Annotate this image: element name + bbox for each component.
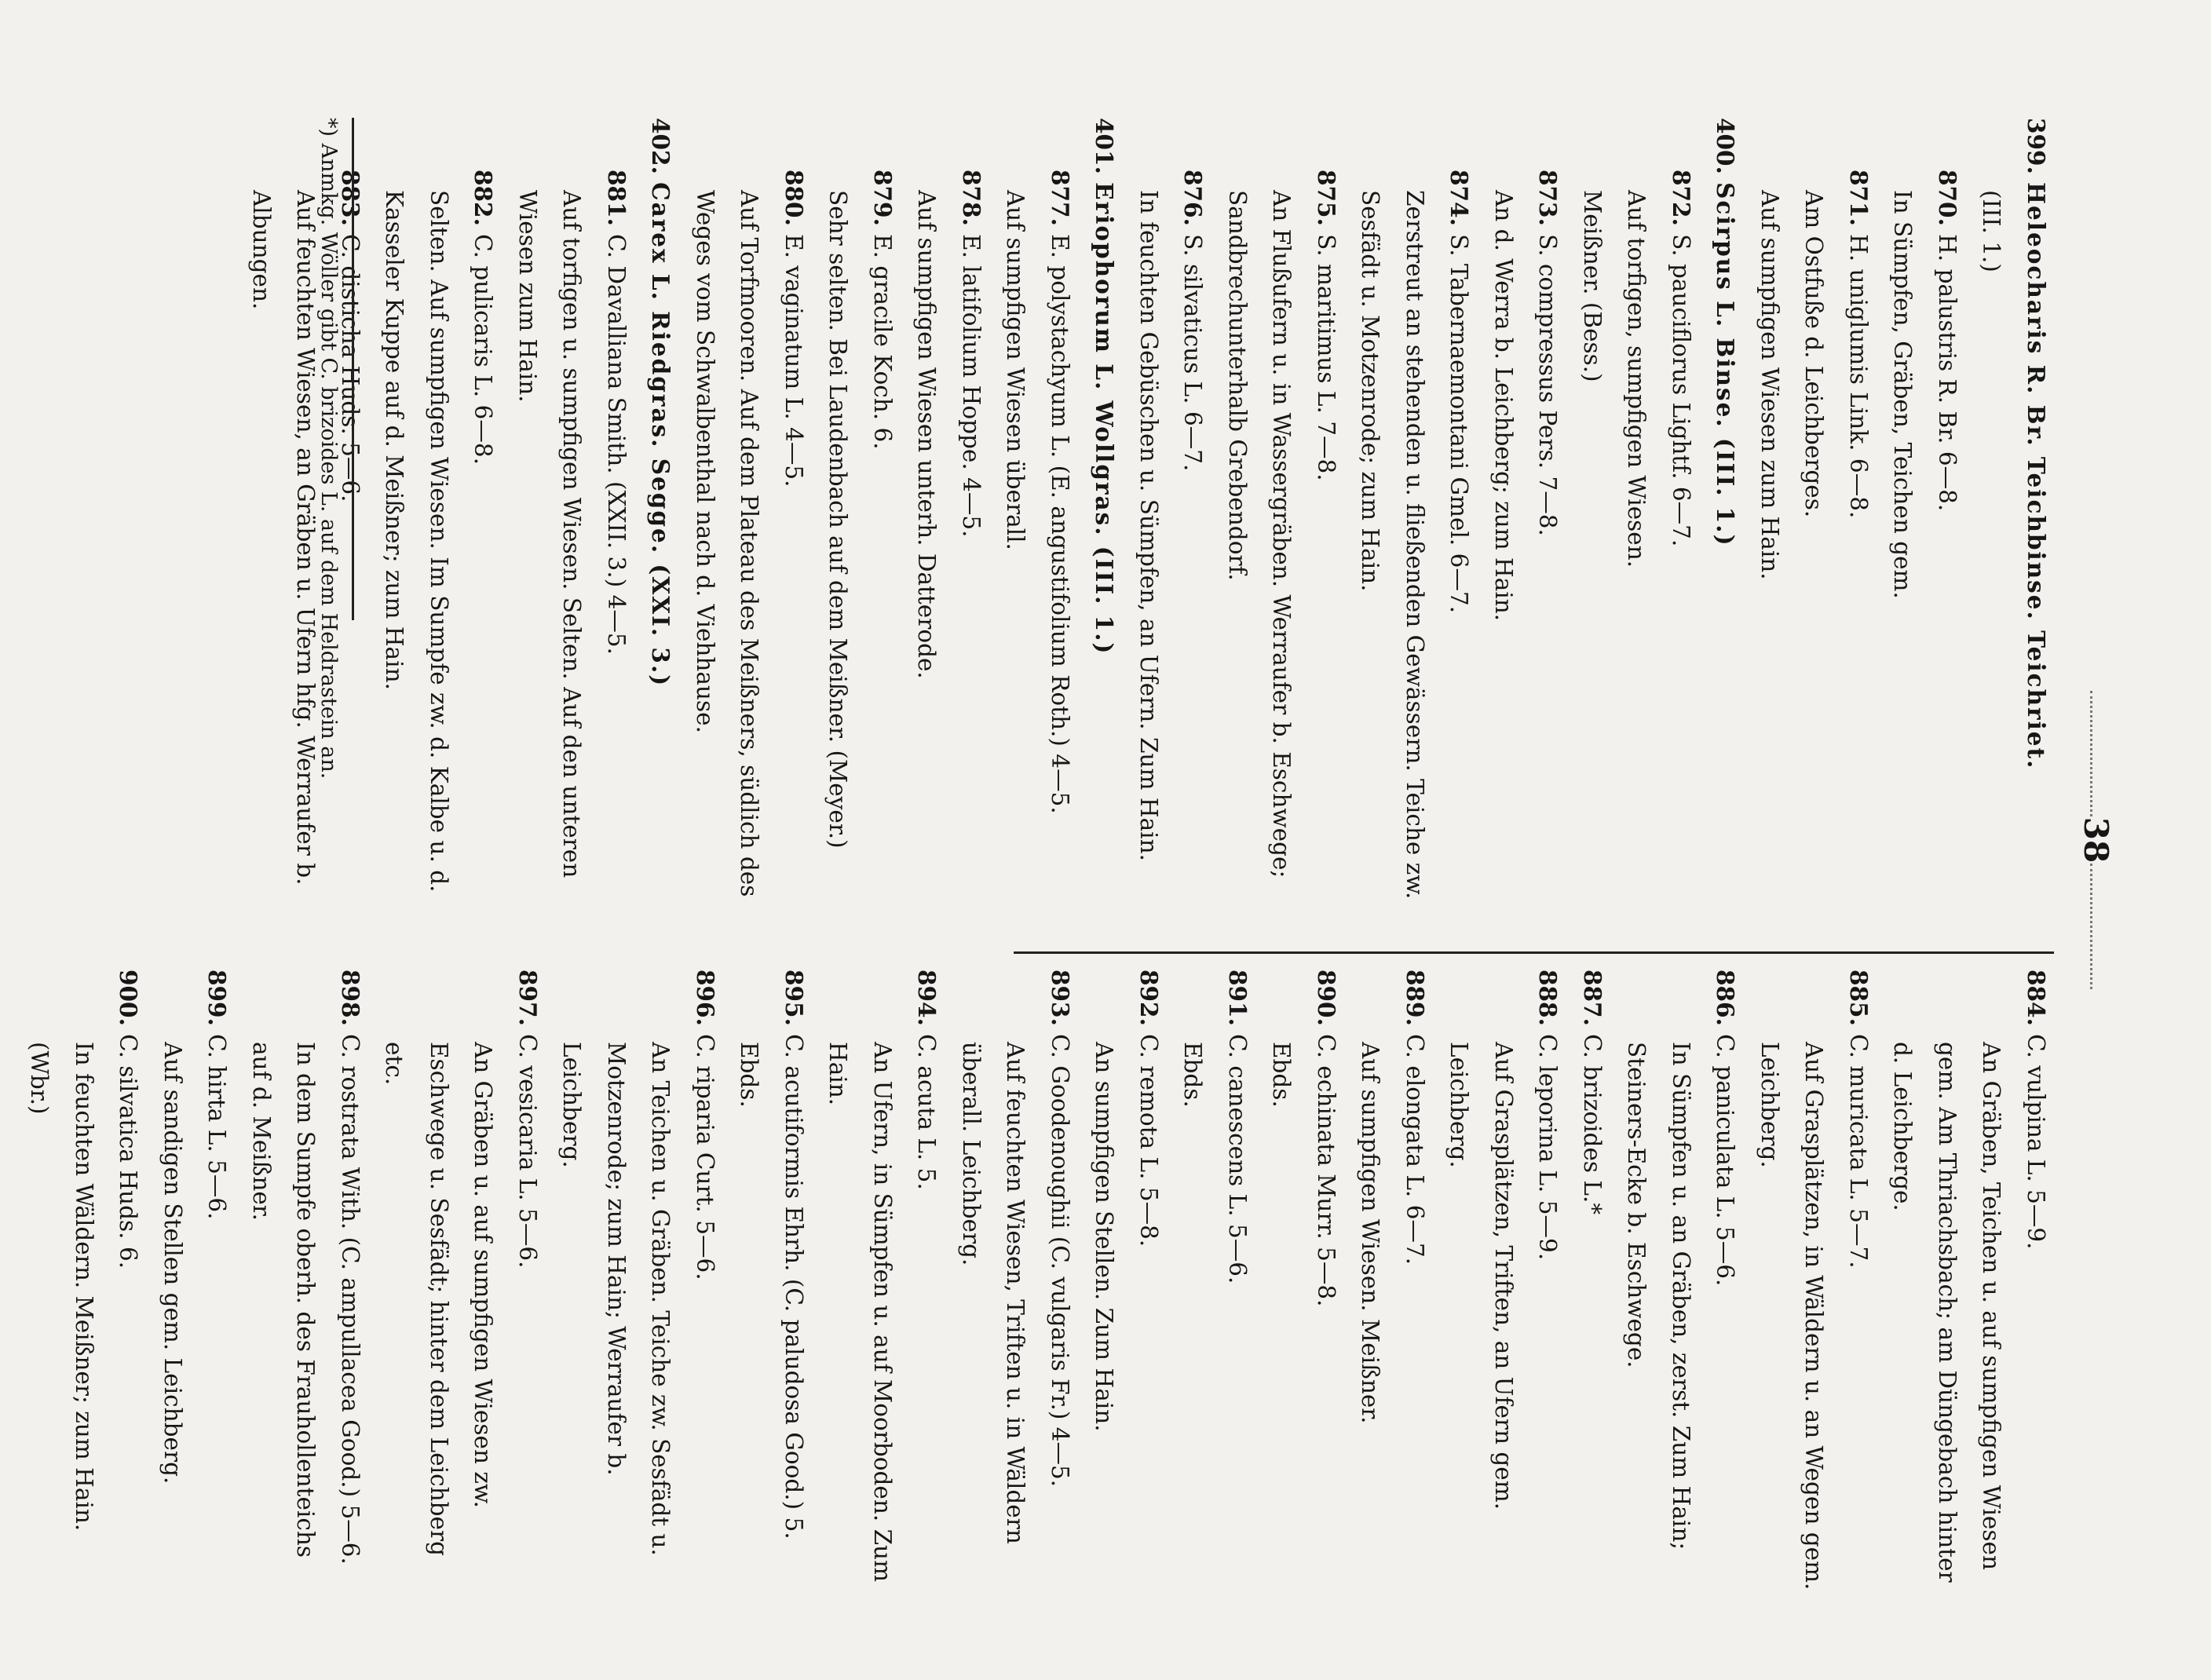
- entry-number: 886.: [1712, 970, 1740, 1035]
- entry-number: 881.: [603, 170, 630, 235]
- entry-number: 891.: [1224, 970, 1252, 1035]
- species-name: H. uniglumis Link. 6—8.: [1845, 234, 1872, 519]
- genus-entry: [1703, 118, 1748, 934]
- entry-number: 879.: [869, 170, 897, 235]
- species-name: C. leporina L. 5—9.: [1534, 1034, 1562, 1261]
- species-entry: [861, 118, 905, 934]
- entry-number: 898.: [337, 970, 364, 1035]
- entry-number: 885.: [1845, 970, 1873, 1035]
- habitat-note: An Flußufern u. in Wassergräben. Werraufer b. Eschwege; Sandbrechunterhalb Grebendorf.: [1224, 190, 1296, 878]
- species-name: C. remota L. 5—8.: [1135, 1034, 1162, 1247]
- species-name: C. hirta L. 5—6.: [203, 1034, 231, 1220]
- species-entry: [772, 118, 817, 934]
- species-name: C. vesicaria L. 5—6.: [514, 1034, 541, 1269]
- habitat-note: An d. Werra b. Leichberg; zum Hain.: [1490, 190, 1517, 622]
- species-name: C. echinata Murr. 5—8.: [1313, 1034, 1339, 1307]
- entry-number: 402.: [647, 118, 675, 183]
- habitat-note: Auf Grasplätzen, Triften, an Ufern gem. Leichberg.: [1445, 1042, 1517, 1510]
- habitat-note: Auf sandigen Stellen gem. Leichberg.: [159, 1042, 186, 1485]
- species-name: E. vaginatum L. 4—5.: [780, 234, 807, 488]
- genus-name: Scirpus L. Binse. (III. 1.): [1712, 182, 1740, 547]
- entry-number: 890.: [1313, 970, 1340, 1035]
- species-name: C. canescens L. 5—6.: [1224, 1034, 1251, 1284]
- species-entry: [1304, 118, 1349, 934]
- species-name: S. pauciflorus Lightf. 6—7.: [1668, 234, 1694, 547]
- species-entry: [1215, 970, 1260, 1598]
- entry-number: 400.: [1712, 118, 1740, 183]
- habitat-note: An Teichen u. Gräben. Teiche zw. Sesfädt u. Motzenrode; zum Hain; Werraufer b. Leichberg.: [558, 1042, 674, 1556]
- entry-number: 880.: [780, 170, 808, 235]
- entry-number: 399.: [2023, 118, 2050, 183]
- habitat-note: Auf sumpfigen Wiesen. Meißner.: [1357, 1042, 1384, 1424]
- footnote: *) Anmkg. Wöller gibt C. brizoides L. auf dem Heldrastein an.: [316, 118, 341, 780]
- habitat-note: Selten. Auf sumpfigen Wiesen. Im Sumpfe zw. d. Kalbe u. d. Kasseler Kuppe auf d. Meißner; zum Hain.: [381, 190, 452, 893]
- species-name: C. disticha Huds. 5—6.: [337, 234, 364, 502]
- habitat-note: An Gräben u. auf sumpfigen Wiesen zw. Eschwege u. Sesfädt; hinter dem Leichberg etc.: [381, 1042, 497, 1556]
- species-name: H. palustris R. Br. 6—8.: [1934, 234, 1961, 512]
- habitat-note: Meißner. (Bess.): [1579, 190, 1606, 382]
- habitat-note: In feuchten Gebüschen u. Sümpfen, an Ufern. Zum Hain.: [1135, 190, 1162, 861]
- species-name: S. compressus Pers. 7—8.: [1534, 234, 1562, 536]
- species-name: C. riparia Curt. 5—6.: [692, 1034, 718, 1280]
- habitat-note: Ebds.: [1179, 1042, 1207, 1108]
- entry-number: 897.: [514, 970, 542, 1035]
- habitat-note: Auf Torfmooren. Auf dem Plateau des Meißners, südlich des Weges vom Schwalbenthal nach d. Viehhause.: [692, 190, 763, 897]
- entry-number: 883.: [337, 170, 364, 235]
- habitat-note: In feuchten Wäldern. Meißner; zum Hain. (Wbr.): [26, 1042, 97, 1532]
- genus-entry: [638, 118, 683, 934]
- genus-entry: [2014, 118, 2059, 934]
- species-name: E. polystachyum L. (E. angustifolium Roth.) 4—5.: [1047, 234, 1073, 814]
- habitat-note: Auf sumpfigen Wiesen zum Hain.: [1756, 190, 1783, 580]
- species-entry: [2014, 970, 2059, 1598]
- entry-number: 882.: [470, 170, 498, 235]
- species-entry: [594, 118, 639, 934]
- genus-name: Carex L. Riedgras. Segge. (XXI. 3.): [647, 182, 675, 688]
- species-entry: [1570, 970, 1615, 1598]
- species-entry: [106, 970, 151, 1598]
- habitat-note: Ebds.: [1268, 1042, 1296, 1108]
- species-entry: [461, 118, 506, 934]
- page-number: 38: [2077, 816, 2115, 864]
- habitat-note: In Sümpfen, Gräben, Teichen gem.: [1889, 190, 1917, 599]
- habitat-note: Am Ostfuße d. Leichberges.: [1800, 190, 1828, 518]
- species-entry: [1437, 118, 1482, 934]
- habitat-note: In Sümpfen u. an Gräben, zerst. Zum Hain; Steiners-Ecke b. Eschwege.: [1623, 1042, 1694, 1550]
- habitat-note: An sumpfigen Stellen. Zum Hain.: [1091, 1042, 1118, 1432]
- habitat-note: In dem Sumpfe oberh. des Frauhollenteichs auf d. Meißner.: [248, 1042, 320, 1558]
- species-name: C. paniculata L. 5—6.: [1712, 1034, 1739, 1287]
- entry-number: 884.: [2023, 970, 2050, 1035]
- entry-number: 889.: [1402, 970, 1429, 1035]
- entry-number: 888.: [1534, 970, 1562, 1035]
- species-name: E. latifolium Hoppe. 4—5.: [958, 234, 985, 538]
- entry-number: 871.: [1845, 170, 1873, 235]
- species-entry: [1038, 970, 1083, 1598]
- species-name: C. pulicaris L. 6—8.: [470, 234, 497, 466]
- entry-number: 870.: [1934, 170, 1961, 235]
- genus-name: Eriophorum L. Wollgras. (III. 1.): [1091, 182, 1119, 656]
- entry-number: 878.: [958, 170, 985, 235]
- species-entry: [506, 970, 550, 1598]
- species-name: C. acutiformis Ehrh. (C. paludosa Good.) 5.: [780, 1034, 807, 1539]
- species-entry: [1526, 118, 1570, 934]
- column-divider: [1014, 951, 2054, 954]
- species-entry: [1038, 118, 1083, 934]
- species-name: S. silvaticus L. 6—7.: [1179, 234, 1207, 472]
- species-name: C. Goodenoughii (C. vulgaris Fr.) 4—5.: [1047, 1034, 1073, 1488]
- habitat-note: Auf feuchten Wiesen, an Gräben u. Ufern hfg. Werraufer b. Albungen.: [248, 190, 320, 886]
- species-name: S. maritimus L. 7—8.: [1313, 234, 1339, 481]
- genus-name: Heleocharis R. Br. Teichbinse. Teichriet.: [2023, 182, 2050, 770]
- genus-entry: [1082, 118, 1127, 934]
- species-entry: [195, 970, 239, 1598]
- entry-number: 899.: [203, 970, 232, 1035]
- habitat-note: An Gräben, Teichen u. auf sumpfigen Wiesen gem. Am Thriachsbach; am Düngebach hinter d. Leichberge.: [1889, 1042, 2005, 1583]
- habitat-note: Zerstreut an stehenden u. fließenden Gewässern. Teiche zw. Sesfädt u. Motzenrode; zum Hain.: [1357, 190, 1428, 900]
- species-name: C. elongata L. 6—7.: [1402, 1034, 1428, 1265]
- habitat-note: Auf torfigen u. sumpfigen Wiesen. Selten. Auf den unteren Wiesen zum Hain.: [514, 190, 586, 878]
- habitat-note: Auf sumpfigen Wiesen überall.: [1002, 190, 1029, 550]
- entry-number: 895.: [780, 970, 808, 1035]
- entry-number: 873.: [1534, 170, 1562, 235]
- habitat-note: Auf sumpfigen Wiesen unterh. Datterode.: [913, 190, 941, 679]
- habitat-note: Auf torfigen, sumpfigen Wiesen.: [1623, 190, 1650, 568]
- species-name: C. acuta L. 5.: [913, 1034, 941, 1190]
- species-entry: [1526, 970, 1570, 1598]
- species-entry: [683, 970, 728, 1598]
- entry-number: 875.: [1313, 170, 1340, 235]
- species-entry: [1659, 118, 1704, 934]
- species-entry: [1171, 118, 1215, 934]
- entry-number: 894.: [913, 970, 941, 1035]
- entry-number: 900.: [115, 970, 143, 1035]
- page-number-ornament-left: [2090, 691, 2097, 816]
- entry-number: 401.: [1091, 118, 1119, 183]
- species-entry: [1304, 970, 1349, 1598]
- entry-number: 876.: [1179, 170, 1208, 235]
- habitat-note: (III. 1.): [1978, 190, 2005, 272]
- habitat-note: Auf feuchten Wiesen, Triften u. in Wäldern überall. Leichberg.: [958, 1042, 1029, 1544]
- left-column: [239, 118, 2059, 934]
- species-entry: [1703, 970, 1748, 1598]
- entry-number: 874.: [1445, 170, 1474, 235]
- species-entry: [1925, 118, 1970, 934]
- habitat-note: Auf Grasplätzen, in Wäldern u. an Wegen gem. Leichberg.: [1756, 1042, 1828, 1591]
- entry-number: 896.: [692, 970, 719, 1035]
- footnote-rule: [352, 118, 354, 620]
- species-name: C. rostrata With. (C. ampullacea Good.) 5—6.: [337, 1034, 364, 1565]
- species-name: E. gracile Koch. 6.: [869, 234, 896, 450]
- species-name: C. brizoides L.*: [1579, 1034, 1606, 1215]
- habitat-note: Sehr selten. Bei Laudenbach auf dem Meißner. (Meyer.): [824, 190, 852, 849]
- species-entry: [772, 970, 817, 1598]
- species-name: C. vulpina L. 5—9.: [2023, 1034, 2049, 1250]
- species-name: S. Tabernaemontani Gmel. 6—7.: [1445, 234, 1473, 614]
- species-entry: [1393, 970, 1438, 1598]
- species-name: C. muricata L. 5—7.: [1845, 1034, 1872, 1269]
- species-name: C. silvatica Huds. 6.: [115, 1034, 142, 1269]
- entry-number: 887.: [1579, 970, 1606, 1035]
- page-number-ornament-right: [2090, 864, 2097, 989]
- entry-number: 872.: [1668, 170, 1695, 235]
- species-entry: [1836, 970, 1881, 1598]
- habitat-note: Ebds.: [736, 1042, 763, 1108]
- species-name: C. Davalliana Smith. (XXII. 3.) 4—5.: [603, 234, 630, 655]
- entry-number: 892.: [1135, 970, 1163, 1035]
- habitat-note: An Ufern, in Sümpfen u. auf Moorboden. Zum Hain.: [824, 1042, 896, 1583]
- entry-number: 877.: [1047, 170, 1074, 235]
- species-entry: [904, 970, 949, 1598]
- species-entry: [1836, 118, 1881, 934]
- entry-number: 893.: [1047, 970, 1074, 1035]
- species-entry: [949, 118, 994, 934]
- species-entry: [1127, 970, 1171, 1598]
